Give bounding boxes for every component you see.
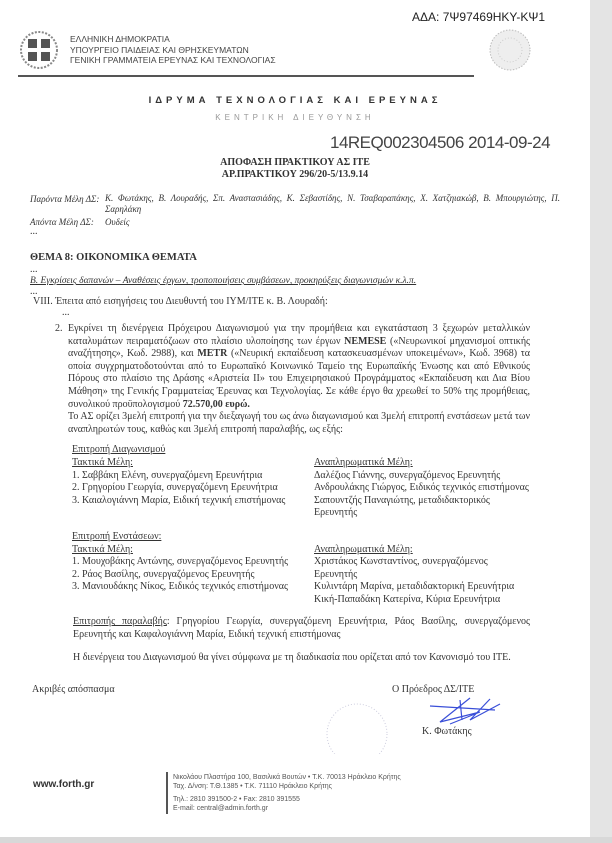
signatory-name: Κ. Φωτάκης bbox=[422, 726, 472, 738]
institute-name: ΙΔΡΥΜΑ ΤΕΧΝΟΛΟΓΙΑΣ ΚΑΙ ΕΡΕΥΝΑΣ bbox=[148, 95, 442, 106]
website-link[interactable]: www.forth.gr bbox=[33, 779, 95, 790]
ellipsis: ... bbox=[30, 226, 38, 237]
signatory-role: Ο Πρόεδρος ΔΣ/ΙΤΕ bbox=[392, 684, 475, 696]
letterhead-line: ΥΠΟΥΡΓΕΙΟ ΠΑΙΔΕΙΑΣ ΚΑΙ ΘΡΗΣΚΕΥΜΑΤΩΝ bbox=[70, 44, 249, 55]
department-name: ΚΕΝΤΡΙΚΗ ΔΙΕΥΘΥΝΣΗ bbox=[215, 113, 375, 122]
committee-title: Επιτροπή Διαγωνισμού bbox=[72, 444, 166, 456]
signature-icon bbox=[400, 696, 510, 726]
present-label: Παρόντα Μέλη ΔΣ: bbox=[30, 194, 100, 204]
reception-members: : Γρηγορίου Γεωργία, συνεργαζόμενη Ερευνήτρια, Ράος Βασίλης, συνεργαζόμενος Ερευνητής και Καφαλογιάννη Μαρία, Ειδική τεχνική επιστήμονας bbox=[73, 616, 530, 641]
item-content bbox=[68, 323, 530, 436]
tender-committee bbox=[72, 444, 530, 520]
member: 1. Μουχοβάκης Αντώνης, συνεργαζόμενος Ερευνητής bbox=[72, 556, 289, 568]
alternates-label: Αναπληρωματικά Μέλη: bbox=[314, 456, 413, 468]
decision-title: ΑΠΟΦΑΣΗ ΠΡΑΚΤΙΚΟΥ ΑΣ ΙΤΕ bbox=[220, 157, 370, 168]
signature-block bbox=[32, 684, 530, 742]
item-2 bbox=[55, 323, 530, 436]
project-metr: METR bbox=[197, 348, 228, 360]
minutes-number: ΑΡ.ΠΡΑΚΤΙΚΟΥ 296/20-5/13.9.14 bbox=[221, 169, 369, 180]
reception-committee bbox=[73, 616, 530, 641]
committee-alternates bbox=[314, 544, 530, 607]
member: Κυλιντάρη Μαρίνα, μεταδιδακτορική Ερευνήτρια bbox=[314, 581, 515, 593]
member: 3. Μανιουδάκης Νίκος, Ειδικός τεχνικός επιστήμονας bbox=[72, 581, 288, 593]
greek-emblem-icon bbox=[19, 30, 59, 70]
letterhead-line: ΓΕΝΙΚΗ ΓΡΑΜΜΑΤΕΙΑ ΕΡΕΥΝΑΣ ΚΑΙ ΤΕΧΝΟΛΟΓΙΑΣ bbox=[70, 55, 276, 65]
ada-code: ΑΔΑ: 7Ψ97469ΗΚΥ-ΚΨ1 bbox=[412, 10, 546, 24]
scan-edge bbox=[0, 837, 612, 843]
footer-address bbox=[173, 773, 401, 813]
budget-amount: 72.570,00 ευρώ. bbox=[182, 398, 250, 410]
scan-margin bbox=[590, 0, 612, 843]
project-nemese: NEMESE bbox=[344, 335, 387, 347]
item-text: Εγκρίνει τη διενέργεια Πρόχειρου Διαγωνισμού για την προμήθεια και εγκατάσταση 3 ξεχωρών μεταλλικών καταλυμάτων πειραματόζωων στο πλαίσιο υλοποίησης των έργων bbox=[68, 323, 530, 347]
header-divider bbox=[18, 75, 474, 77]
alternates-label: Αναπληρωματικά Μέλη: bbox=[314, 543, 413, 555]
objections-committee bbox=[72, 531, 530, 607]
regular-label: Τακτικά Μέλη: bbox=[72, 543, 133, 555]
member: 2. Γρηγορίου Γεωργία, συνεργαζόμενη Ερευνήτρια bbox=[72, 482, 278, 494]
item-number: 2. bbox=[55, 323, 63, 334]
committee-regular bbox=[72, 544, 314, 607]
seal-stamp-icon bbox=[297, 694, 407, 754]
absent-label: Απόντα Μέλη ΔΣ: bbox=[30, 217, 94, 227]
member: 3. Καιαλογιάννη Μαρία, Ειδική τεχνική επιστήμονας bbox=[72, 494, 286, 506]
protocol-stamp: 14REQ002304506 2014-09-24 bbox=[330, 133, 551, 152]
absent-members: Ουδείς bbox=[105, 217, 130, 227]
address-line: Ταχ. Δ/νση: Τ.Θ.1385 • Τ.Κ. 71110 Ηράκλειο Κρήτης bbox=[173, 783, 333, 790]
committee-regular bbox=[72, 457, 314, 520]
letterhead bbox=[70, 34, 276, 66]
committee-alternates bbox=[314, 457, 530, 520]
ellipsis: ... bbox=[30, 264, 38, 275]
ellipsis: ... bbox=[30, 286, 38, 297]
seal-stamp-icon bbox=[488, 28, 532, 72]
item-paragraph bbox=[68, 323, 530, 411]
decision-body bbox=[32, 323, 531, 742]
ellipsis: ... bbox=[62, 307, 70, 318]
letterhead-line: ΕΛΛΗΝΙΚΗ ΔΗΜΟΚΡΑΤΙΑ bbox=[70, 34, 170, 44]
member: Κική-Παπαδάκη Κατερίνα, Κύρια Ερευνήτρια bbox=[314, 593, 501, 605]
regular-label: Τακτικά Μέλη: bbox=[72, 456, 133, 468]
subtopic-heading: Β. Εγκρίσεις δαπανών – Αναθέσεις έργων, τροποποιήσεις συμβάσεων, προκηρύξεις διαγωνισμών κ.λ.π. bbox=[30, 276, 417, 286]
member: Σαπουντζής Παναγιώτης, μεταδιδακτορικός Ερευνητής bbox=[314, 494, 490, 519]
phone-line: Τηλ.: 2810 391500-2 • Fax: 2810 391555 bbox=[173, 796, 300, 803]
member: Δαλέζιος Γιάννης, συνεργαζόμενος Ερευνητής bbox=[314, 469, 501, 481]
section-heading: VIII. Έπειτα από εισηγήσεις του Διευθυντή του ΙΥΜ/ΙΤΕ κ. Β. Λουραδή: bbox=[33, 296, 328, 307]
closing-paragraph: Η διενέργεια του Διαγωνισμού θα γίνει σύμφωνα με τη διαδικασία που ορίζεται από τον Κανονισμό του ΙΤΕ. bbox=[73, 651, 511, 663]
certified-copy: Ακριβές απόσπασμα bbox=[32, 684, 115, 696]
committee-intro: Το ΑΣ ορίζει 3μελή επιτροπή για την διεξαγωγή του ως άνω διαγωνισμού και 3μελή επιτροπή ενστάσεων μετά των αναπληρωτών τους, καθώς και 3μελή επιτροπή παραλαβής, ως εξής: bbox=[68, 411, 530, 435]
present-members: Κ. Φωτάκης, Β. Λουραδής, Σπ. Αναστασιάδης, Κ. Σεβαστίδης, Ν. Τσαβαραπάκης, Χ. Χατζηιακώβ, Β. Μπουργιώτης, Π. Σαρηλάκη bbox=[105, 193, 560, 214]
topic-heading: ΘΕΜΑ 8: ΟΙΚΟΝΟΜΙΚΑ ΘΕΜΑΤΑ bbox=[30, 252, 197, 263]
member: 2. Ράος Βασίλης, συνεργαζόμενος Ερευνητής bbox=[72, 568, 255, 580]
member: 1. Σαββάκη Ελένη, συνεργαζόμενη Ερευνήτρια bbox=[72, 469, 263, 481]
member: Ανδρουλάκης Γιώργος, Ειδικός τεχνικός επιστήμονας bbox=[314, 482, 529, 494]
footer-divider bbox=[166, 772, 168, 814]
member: Χριστάκος Κωνσταντίνος, συνεργαζόμενος Ερευνητής bbox=[314, 556, 488, 580]
address-line: Νικολάου Πλαστήρα 100, Βασιλικά Βουτών • Τ.Κ. 70013 Ηράκλειο Κρήτης bbox=[173, 774, 401, 781]
item-text: («Νευρωνικοί μηχανισμοί οπτικής αναζήτησης», Κωδ. 2988), και bbox=[68, 335, 531, 360]
reception-label: Επιτροπής παραλαβής bbox=[73, 616, 167, 628]
item-text: («Νευρική εκπαίδευση κατασκευασμένων υποκειμένων», Κωδ. 3968) τα οποία συγχρηματοδοτούνται από το Ευρωπαϊκό Κοινωνικό Ταμείο της Ευρωπαϊκής Ένωσης και από Εθνικούς Πόρους στο πλαίσιο της Δράσης «Αριστεία ΙΙ» του Επιχειρησιακού Προγράμματος «Εκπαίδευση και Δια Βίου Μάθηση» της Γενικής Γραμματείας Έρευνας και Τεχνολογίας. Σε κάθε έργο θα χρεωθεί το 50% της προμήθειας, συνολικού προϋπολογισμού bbox=[68, 348, 530, 410]
email-line: E-mail: central@admin.forth.gr bbox=[173, 805, 269, 812]
committee-title: Επιτροπή Ενστάσεων: bbox=[72, 530, 162, 542]
